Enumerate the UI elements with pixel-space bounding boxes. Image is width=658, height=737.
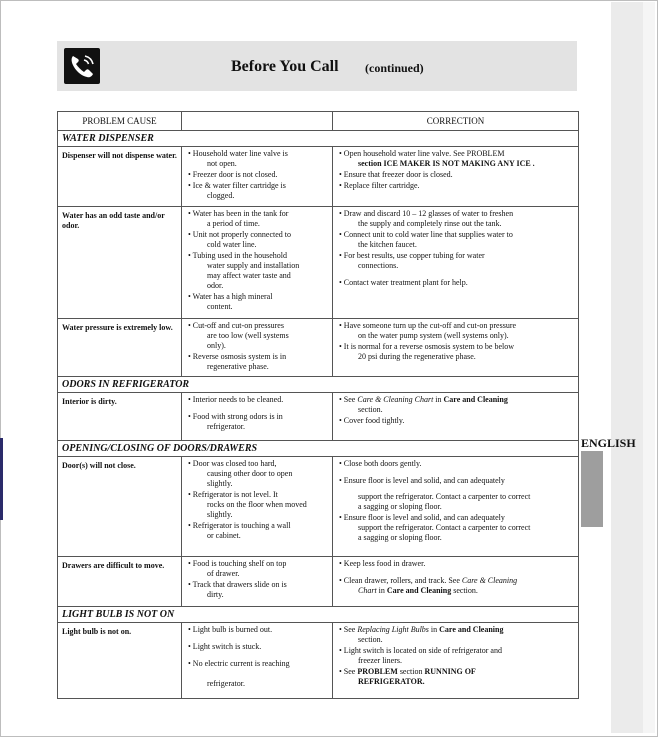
correction-text: REFRIGERATOR.	[358, 677, 425, 686]
cause-text: slightly.	[207, 510, 233, 519]
problem-cell: Water pressure is extremely low.	[58, 319, 182, 377]
cause-cell	[182, 147, 333, 207]
cause-text: odor.	[207, 281, 224, 290]
problem-cell: Door(s) will not close.	[58, 457, 182, 557]
correction-text: section.	[358, 635, 383, 644]
cause-cell	[182, 393, 333, 441]
problem-cell: Dispenser will not dispense water.	[58, 147, 182, 207]
page-title: Before You Call	[231, 58, 339, 75]
cause-text: • Refrigerator is not level. It	[188, 490, 278, 499]
correction-text: connections.	[358, 261, 399, 270]
cause-text: not open.	[207, 159, 237, 168]
correction-text: a sagging or sloping floor.	[358, 502, 442, 511]
table-row	[58, 393, 579, 441]
correction-cell: • See Replacing Light Bulbs in Care and Cleaning section. • Light switch is located on side of refrigerator and freezer liners. • See PROBLEM section RUNNING OF REFRIGERATOR.	[333, 623, 579, 699]
correction-text: • Ensure that freezer door is closed.	[339, 170, 453, 179]
cause-text: slightly.	[207, 479, 233, 488]
cause-cell	[182, 623, 333, 699]
cause-text: refrigerator.	[207, 679, 245, 688]
cause-text: • Freezer door is not closed.	[188, 170, 278, 179]
table-row	[58, 319, 579, 377]
correction-cell	[333, 457, 579, 557]
correction-text: • Draw and discard 10 – 12 glasses of water to freshen	[339, 209, 514, 218]
cause-text: • Water has a high mineral	[188, 292, 273, 301]
right-margin-strip	[643, 2, 655, 733]
cause-text: regenerative phase.	[207, 362, 269, 371]
section-heading: OPENING/CLOSING OF DOORS/DRAWERS	[58, 441, 579, 457]
cause-text: may affect water taste and	[207, 271, 291, 280]
correction-text: • It is normal for a reverse osmosis system to be below	[339, 342, 514, 351]
cause-text: • Food is touching shelf on top	[188, 559, 287, 568]
cause-text: clogged.	[207, 191, 235, 200]
correction-cell: • Keep less food in drawer. • Clean drawer, rollers, and track. See Care & Cleaning Chart in Care and Cleaning section.	[333, 557, 579, 607]
correction-text: freezer liners.	[358, 656, 402, 665]
table-header-row	[58, 112, 579, 131]
cause-text: • Unit not properly connected to	[188, 230, 291, 239]
cause-text: • Refrigerator is touching a wall	[188, 521, 291, 530]
correction-text: • Keep less food in drawer.	[339, 559, 426, 568]
cause-text: water supply and installation	[207, 261, 300, 270]
cause-text: • Reverse osmosis system is in	[188, 352, 287, 361]
correction-text: on the water pump system (well systems only).	[358, 331, 509, 340]
cause-text: only).	[207, 341, 226, 350]
cause-text: • Cut-off and cut-on pressures	[188, 321, 284, 330]
correction-text: • Replace filter cartridge.	[339, 181, 420, 190]
cause-text: • Household water line valve is	[188, 149, 288, 158]
correction-text: section ICE MAKER IS NOT MAKING ANY ICE .	[358, 159, 535, 168]
cause-text: • Light switch is stuck.	[188, 642, 262, 651]
correction-text: • Contact water treatment plant for help.	[339, 278, 468, 287]
correction-cell: • See Care & Cleaning Chart in Care and Cleaning section. • Cover food tightly.	[333, 393, 579, 441]
correction-text: • Ensure floor is level and solid, and can adequately	[339, 476, 505, 485]
correction-cell	[333, 319, 579, 377]
correction-text: support the refrigerator. Contact a carpenter to correct	[358, 492, 531, 501]
correction-text: • Open household water line valve. See PROBLEM	[339, 149, 505, 158]
troubleshooting-table	[57, 111, 579, 699]
cause-text: rocks on the floor when moved	[207, 500, 307, 509]
problem-cell: Interior is dirty.	[58, 393, 182, 441]
column-header-cause	[182, 112, 333, 131]
correction-text: • Ensure floor is level and solid, and can adequately	[339, 513, 505, 522]
correction-text: • Light switch is located on side of refrigerator and	[339, 646, 502, 655]
table-row	[58, 623, 579, 699]
cause-text: • Ice & water filter cartridge is	[188, 181, 286, 190]
cause-text: content.	[207, 302, 233, 311]
section-heading: WATER DISPENSER	[58, 131, 579, 147]
problem-cell: Drawers are difficult to move.	[58, 557, 182, 607]
cause-cell	[182, 457, 333, 557]
section-heading: LIGHT BULB IS NOT ON	[58, 607, 579, 623]
cause-cell	[182, 319, 333, 377]
cause-cell	[182, 557, 333, 607]
cause-text: of drawer.	[207, 569, 240, 578]
correction-text: • For best results, use copper tubing for water	[339, 251, 485, 260]
cause-text: are too low (well systems	[207, 331, 289, 340]
correction-text: • Close both doors gently.	[339, 459, 422, 468]
cause-text: • No electric current is reaching	[188, 659, 290, 668]
table-row	[58, 207, 579, 319]
cause-text: causing other door to open	[207, 469, 293, 478]
correction-text: • Connect unit to cold water line that supplies water to	[339, 230, 513, 239]
cause-text: • Interior needs to be cleaned.	[188, 395, 284, 404]
correction-text: the kitchen faucet.	[358, 240, 417, 249]
cause-text: cold water line.	[207, 240, 257, 249]
cause-text: • Tubing used in the household	[188, 251, 288, 260]
cause-text: • Water has been in the tank for	[188, 209, 289, 218]
cause-text: • Track that drawers slide on is	[188, 580, 287, 589]
column-header-correction: CORRECTION	[333, 112, 579, 131]
language-tab-label: ENGLISH	[581, 436, 636, 450]
correction-text: section.	[358, 405, 383, 414]
cause-text: a period of time.	[207, 219, 260, 228]
correction-text: a sagging or sloping floor.	[358, 533, 442, 542]
cause-text: • Door was closed too hard,	[188, 459, 277, 468]
phone-icon	[64, 48, 100, 84]
table-row	[58, 147, 579, 207]
problem-cell: Water has an odd taste and/or odor.	[58, 207, 182, 319]
language-tab-bar	[581, 451, 603, 527]
cause-text: dirty.	[207, 590, 224, 599]
page-title-continued: (continued)	[365, 61, 424, 75]
correction-text: • Have someone turn up the cut-off and cut-on pressure	[339, 321, 517, 330]
correction-text: support the refrigerator. Contact a carpenter to correct	[358, 523, 531, 532]
left-edge-mark	[0, 438, 3, 520]
correction-text: 20 psi during the regenerative phase.	[358, 352, 476, 361]
cause-text: • Light bulb is burned out.	[188, 625, 273, 634]
problem-cell: Light bulb is not on.	[58, 623, 182, 699]
column-header-problem: PROBLEM CAUSE	[58, 112, 182, 131]
correction-text: • Cover food tightly.	[339, 416, 405, 425]
cause-text: or cabinet.	[207, 531, 241, 540]
cause-cell	[182, 207, 333, 319]
table-row	[58, 457, 579, 557]
section-heading: ODORS IN REFRIGERATOR	[58, 377, 579, 393]
correction-cell	[333, 147, 579, 207]
cause-text: refrigerator.	[207, 422, 245, 431]
correction-cell	[333, 207, 579, 319]
cause-text: • Food with strong odors is in	[188, 412, 283, 421]
table-row	[58, 557, 579, 607]
correction-text: the supply and completely rinse out the tank.	[358, 219, 502, 228]
